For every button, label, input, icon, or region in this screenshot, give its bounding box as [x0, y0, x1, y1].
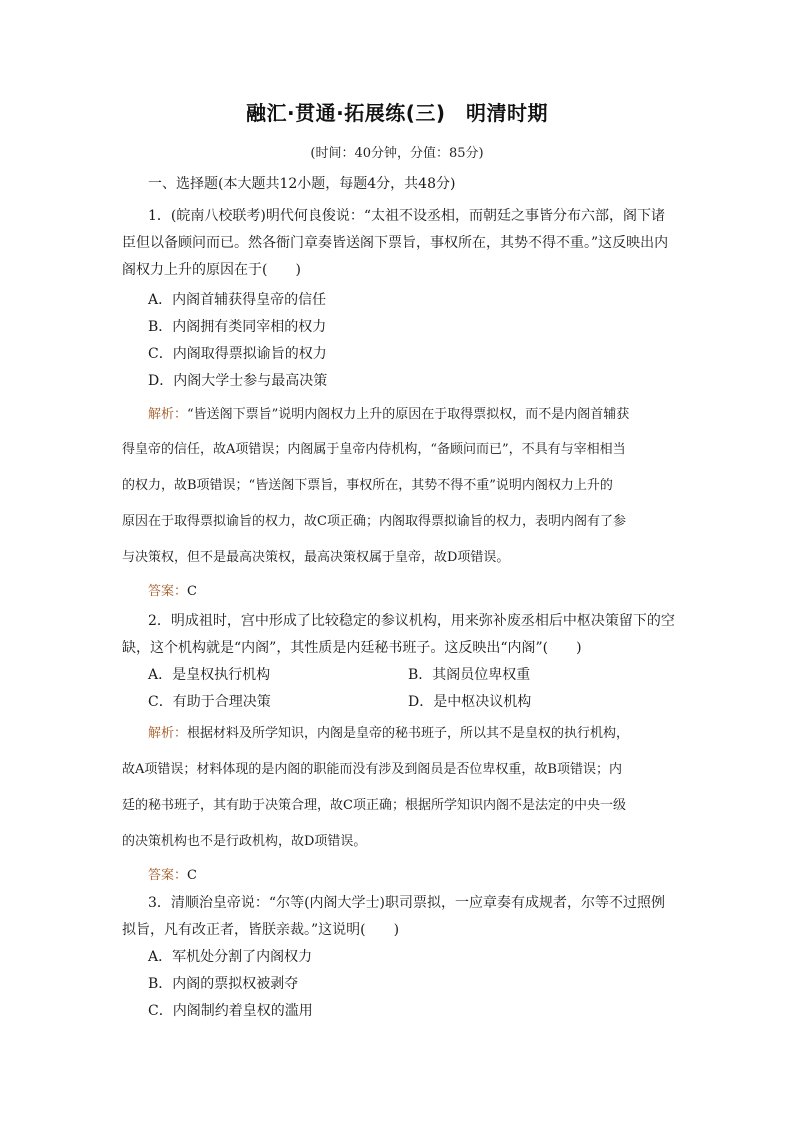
q1-explanation-line-4: 原因在于取得票拟谕旨的权力，故C项正确；内阁取得票拟谕旨的权力，表明内阁有了参 [122, 514, 626, 529]
page-subtitle: (时间：40分钟，分值：85分) [310, 146, 484, 161]
q1-option-d: D．内阁大学士参与最高决策 [148, 373, 328, 389]
q3-option-a: A．军机处分割了内阁权力 [148, 949, 313, 965]
page-title: 融汇·贯通·拓展练(三) 明清时期 [246, 101, 548, 125]
q2-answer-value: C [187, 868, 197, 883]
q1-explanation-line-3: 的权力，故B项错误；“皆送阁下票旨，事权所在，其势不得不重”说明内阁权力上升的 [122, 478, 613, 493]
q1-stem-line-1: 1．(皖南八校联考)明代何良俊说：“太祖不设丞相，而朝廷之事皆分布六部，阁下诸 [148, 208, 665, 224]
q1-explanation-text: “皆送阁下票旨”说明内阁权力上升的原因在于取得票拟权，而不是内阁首辅获 [187, 407, 630, 422]
section-heading: 一、选择题(本大题共12小题，每题4分，共48分) [148, 176, 456, 192]
q1-explanation-line-5: 与决策权，但不是最高决策权，最高决策权属于皇帝，故D项错误。 [122, 550, 510, 565]
q3-stem-line-2: 拟旨，凡有改正者，皆朕亲裁。”这说明( ) [122, 922, 400, 938]
q1-explanation-line-2: 得皇帝的信任，故A项错误；内阁属于皇帝内侍机构，“备顾问而已”，不具有与宰相相当 [122, 442, 626, 457]
q2-explanation-line-4: 的决策机构也不是行政机构，故D项错误。 [122, 834, 367, 849]
q1-answer [148, 582, 197, 602]
q3-stem-line-1: 3．清顺治皇帝说：“尔等(内阁大学士)职司票拟，一应章奏有成规者，尔等不过照例 [148, 895, 665, 911]
q1-stem-line-2: 臣但以备顾问而已。然各衙门章奏皆送阁下票旨，事权所在，其势不得不重。”这反映出内 [122, 235, 669, 251]
q1-answer-value: C [187, 584, 197, 599]
q2-option-c: C．有助于合理决策 [148, 694, 271, 710]
q1-stem-line-3: 阁权力上升的原因在于( ) [122, 262, 301, 278]
q3-option-b: B．内阁的票拟权被剥夺 [148, 976, 299, 992]
q1-explanation-line-1 [148, 405, 629, 425]
q2-option-d: D．是中枢决议机构 [408, 694, 532, 710]
q2-answer-label: 答案： [148, 868, 188, 883]
q2-explanation-text: 根据材料及所学知识，内阁是皇帝的秘书班子，所以其不是皇权的执行机构， [187, 726, 630, 741]
q2-explanation-line-3: 廷的秘书班子，其有助于决策合理，故C项正确；根据所学知识内阁不是法定的中央一级 [122, 798, 626, 813]
q2-option-b: B．其阁员位卑权重 [408, 667, 531, 683]
q1-option-a: A．内阁首辅获得皇帝的信任 [148, 292, 327, 308]
q2-answer [148, 866, 197, 886]
q2-option-a: A．是皇权执行机构 [148, 667, 271, 683]
q1-explanation-label: 解析： [148, 407, 188, 422]
q2-explanation-label: 解析： [148, 726, 188, 741]
q3-option-c: C．内阁制约着皇权的滥用 [148, 1003, 313, 1019]
q2-stem-line-1: 2．明成祖时，宫中形成了比较稳定的参议机构，用来弥补废丞相后中枢决策留下的空 [148, 613, 675, 629]
q1-option-b: B．内阁拥有类同宰相的权力 [148, 319, 327, 335]
q1-option-c: C．内阁取得票拟谕旨的权力 [148, 346, 327, 362]
q1-answer-label: 答案： [148, 584, 188, 599]
q2-explanation-line-1 [148, 724, 629, 744]
q2-stem-line-2: 缺，这个机构就是“内阁”，其性质是内廷秘书班子。这反映出“内阁”( ) [122, 640, 582, 656]
q2-explanation-line-2: 故A项错误；材料体现的是内阁的职能而没有涉及到阁员是否位卑权重，故B项错误；内 [122, 762, 622, 777]
